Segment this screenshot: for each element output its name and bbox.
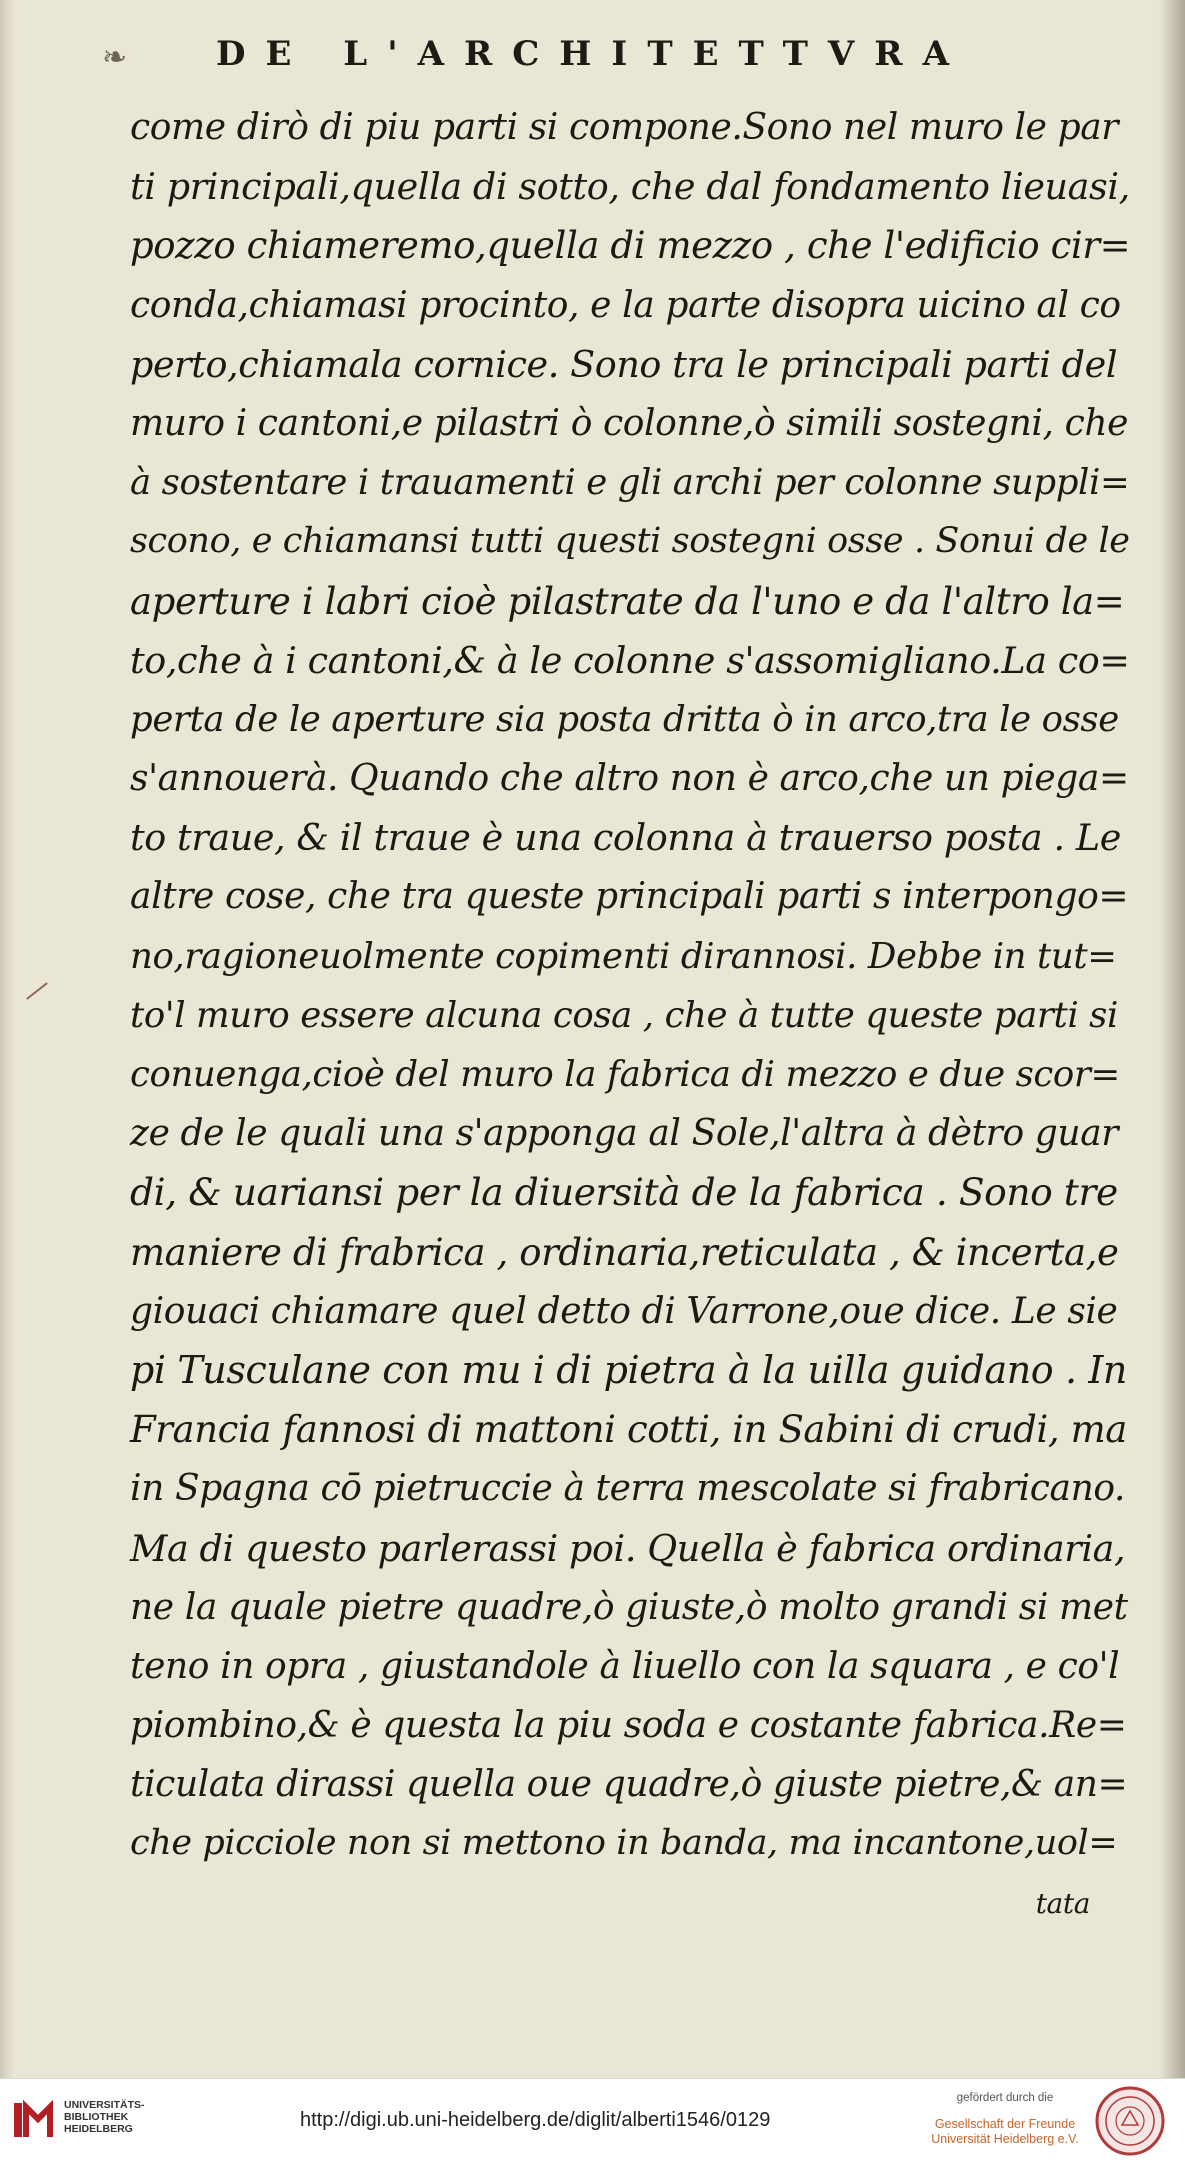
ornament-icon: ❧ xyxy=(102,40,128,75)
margin-pencil-mark xyxy=(26,982,48,1000)
running-head: DE L'ARCHITETTVRA xyxy=(216,34,969,74)
text-line: tata xyxy=(1035,1886,1090,1920)
text-line: maniere di frabrica , ordinaria,reticulata , & incerta,e xyxy=(130,1230,1119,1274)
sponsor-org-line: Universität Heidelberg e.V. xyxy=(931,2132,1079,2146)
text-line: conuenga,cioè del muro la fabrica di mezzo e due scor= xyxy=(130,1054,1120,1095)
sponsor-block xyxy=(920,2091,1090,2147)
text-line: aperture i labri cioè pilastrate da l'uno e da l'altro la= xyxy=(130,579,1125,623)
library-name-line: HEIDELBERG xyxy=(64,2123,133,2135)
page-edge-shadow xyxy=(0,0,14,2078)
text-line: to,che à i cantoni,& à le colonne s'assomigliano.La co= xyxy=(130,638,1130,682)
text-line: scono, e chiamansi tutti questi sostegni osse . Sonui de le xyxy=(130,521,1130,562)
text-line: in Spagna cō pietruccie à terra mescolate si frabricano. xyxy=(130,1468,1126,1510)
text-line: to traue, & il traue è una colonna à trauerso posta . Le xyxy=(130,816,1121,860)
sponsor-org-line: Gesellschaft der Freunde xyxy=(934,2117,1076,2131)
library-logo-icon xyxy=(12,2097,56,2141)
university-seal-icon xyxy=(1094,2085,1166,2157)
text-line: giouaci chiamare quel detto di Varrone,oue dice. Le sie xyxy=(130,1290,1118,1332)
text-line: s'annouerà. Quando che altro non è arco,che un piega= xyxy=(130,758,1129,800)
text-line: ze de le quali una s'apponga al Sole,l'altra à dètro guar xyxy=(130,1113,1119,1155)
text-line: Ma di questo parlerassi poi. Quella è fabrica ordinaria, xyxy=(130,1526,1126,1570)
library-name-line: UNIVERSITÄTS- xyxy=(64,2099,145,2111)
footer-bar xyxy=(0,2078,1185,2163)
permalink-url[interactable]: http://digi.ub.uni-heidelberg.de/diglit/alberti1546/0129 xyxy=(300,2109,771,2131)
text-line: à sostentare i trauamenti e gli archi per colonne suppli= xyxy=(130,462,1130,504)
text-line: conda,chiamasi procinto, e la parte disopra uicino al co xyxy=(130,284,1121,326)
text-line: pozzo chiameremo,quella di mezzo , che l'edificio cir= xyxy=(130,224,1131,268)
text-line: teno in opra , giustandole à liuello con la squara , e co'l xyxy=(130,1645,1120,1687)
text-line: to'l muro essere alcuna cosa , che à tutte queste parti si xyxy=(130,994,1118,1036)
text-line: ne la quale pietre quadre,ò giuste,ò molto grandi si met xyxy=(130,1586,1128,1628)
sponsor-label: gefördert durch die xyxy=(956,2092,1054,2104)
text-line: altre cose, che tra queste principali parti s interpongo= xyxy=(130,876,1129,918)
gutter-shadow xyxy=(1159,0,1185,2078)
sponsor-org xyxy=(920,2117,1090,2147)
text-line: muro i cantoni,e pilastri ò colonne,ò simili sostegni, che xyxy=(130,402,1129,444)
text-line: come dirò di piu parti si compone.Sono nel muro le par xyxy=(130,107,1119,148)
text-line: ticulata dirassi quella oue quadre,ò giuste pietre,& an= xyxy=(130,1764,1128,1806)
text-line: piombino,& è questa la piu soda e costante fabrica.Re= xyxy=(130,1705,1127,1747)
text-line: pi Tusculane con mu i di pietra à la uilla guidano . In xyxy=(130,1347,1128,1392)
text-line: perto,chiamala cornice. Sono tra le principali parti del xyxy=(130,342,1118,386)
text-line: che picciole non si mettono in banda, ma incantone,uol= xyxy=(130,1823,1118,1864)
library-name-line: BIBLIOTHEK xyxy=(64,2111,129,2123)
text-line: perta de le aperture sia posta dritta ò in arco,tra le osse xyxy=(130,698,1119,740)
text-line: Francia fannosi di mattoni cotti, in Sabini di crudi, ma xyxy=(130,1408,1127,1452)
library-name xyxy=(64,2099,145,2135)
text-line: di, & uariansi per la diuersità de la fabrica . Sono tre xyxy=(130,1170,1118,1215)
text-line: ti principali,quella di sotto, che dal fondamento lieuasi, xyxy=(130,165,1130,209)
text-block xyxy=(130,98,1130,1933)
text-line: no,ragioneuolmente copimenti dirannosi. Debbe in tut= xyxy=(130,935,1117,977)
